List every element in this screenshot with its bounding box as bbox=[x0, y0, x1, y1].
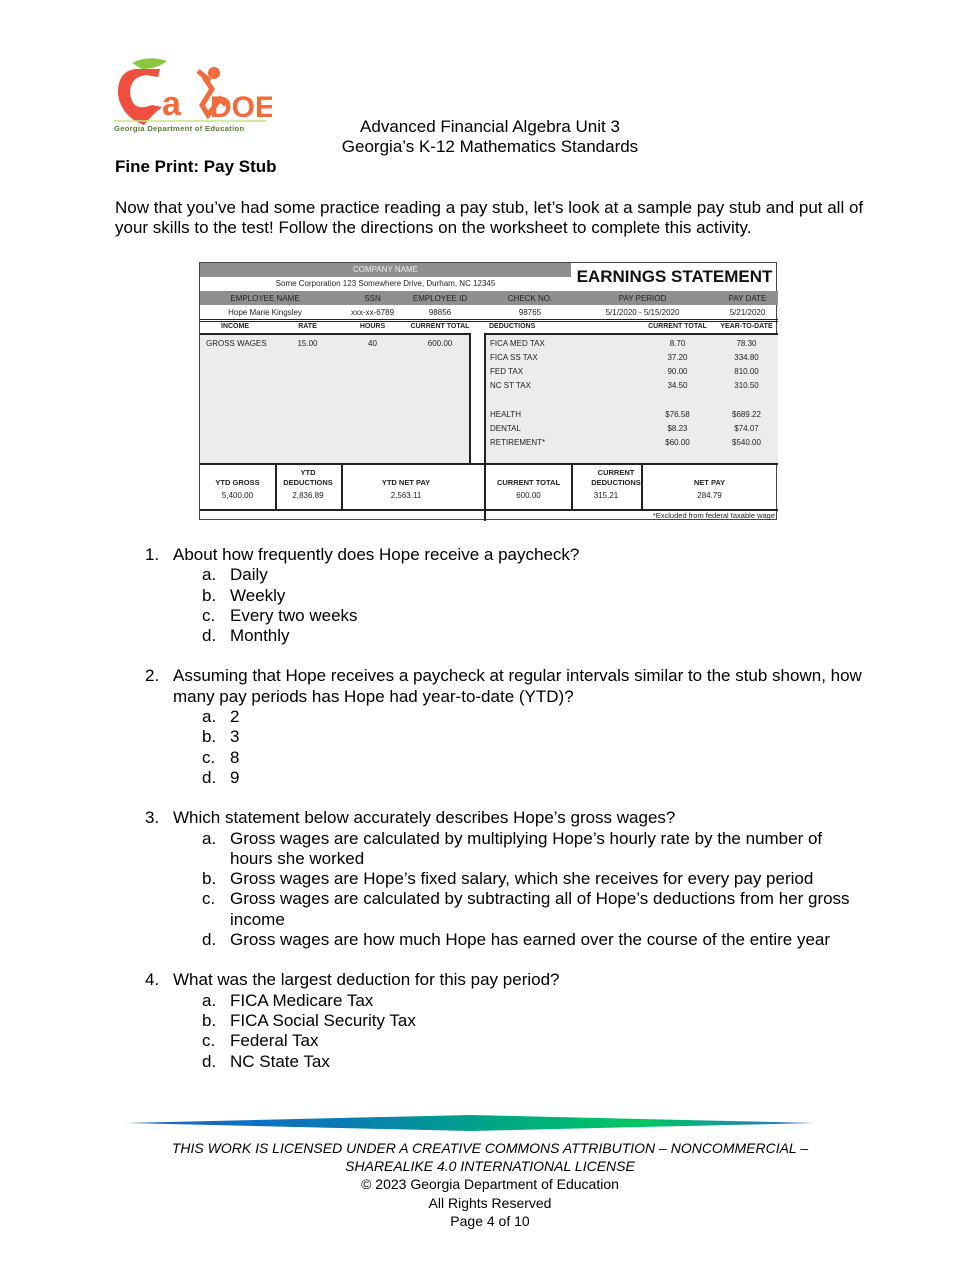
deduction-ytd: $540.00 bbox=[732, 438, 761, 447]
question-text: About how frequently does Hope receive a paycheck? bbox=[173, 545, 580, 564]
intro-paragraph: Now that you’ve had some practice reading a pay stub, let’s look at a sample pay stub and put all of your skills to the test! Follow the directions on the worksheet to complete this activity. bbox=[115, 198, 864, 237]
option-text: 3 bbox=[230, 727, 240, 747]
header-income: INCOME bbox=[221, 323, 249, 330]
option-text: FICA Social Security Tax bbox=[230, 1010, 416, 1030]
pay-stub bbox=[199, 262, 777, 520]
earnings-statement-heading: EARNINGS STATEMENT bbox=[576, 267, 773, 286]
question-text: Assuming that Hope receives a paycheck at regular intervals similar to the stub shown, how many pay periods has Hope had year-to-date (YTD)? bbox=[173, 666, 862, 706]
question bbox=[145, 970, 865, 1071]
question-text: What was the largest deduction for this pay period? bbox=[173, 970, 560, 990]
total-value: 2,563.11 bbox=[390, 491, 422, 500]
option-text: 2 bbox=[230, 707, 240, 727]
option-letter: b. bbox=[202, 727, 217, 747]
page-title: Fine Print: Pay Stub bbox=[115, 157, 277, 176]
employee-id: 98856 bbox=[428, 308, 452, 317]
questions-list bbox=[145, 545, 865, 1092]
deduction-ytd: 310.50 bbox=[734, 381, 759, 390]
option-text: Gross wages are calculated by multiplying Hope’s hourly rate by the number of hours she worked bbox=[230, 828, 823, 868]
deduction-current: $76.58 bbox=[665, 410, 690, 419]
header-ytd: YEAR-TO-DATE bbox=[720, 323, 773, 330]
answer-option[interactable] bbox=[173, 869, 865, 889]
svg-text:Georgia Department of Educatio: Georgia Department of Education bbox=[114, 124, 245, 133]
rights: All Rights Reserved bbox=[428, 1194, 552, 1211]
option-text: FICA Medicare Tax bbox=[230, 990, 374, 1010]
option-letter: a. bbox=[202, 828, 217, 848]
employee-name: Hope Marie Kingsley bbox=[228, 308, 302, 317]
header-hours: HOURS bbox=[359, 323, 386, 330]
option-text: Federal Tax bbox=[230, 1031, 319, 1051]
option-text: Gross wages are Hope’s fixed salary, which she receives for every pay period bbox=[230, 869, 814, 889]
answer-option[interactable] bbox=[173, 606, 865, 626]
label-ssn: SSN bbox=[364, 294, 381, 303]
label-employee-id: EMPLOYEE ID bbox=[412, 294, 468, 303]
deduction-ytd: 78.30 bbox=[736, 339, 757, 348]
document-header bbox=[300, 117, 680, 157]
deduction-ytd: 334.80 bbox=[734, 353, 759, 362]
answer-option[interactable] bbox=[173, 727, 865, 747]
ssn: xxx-xx-6789 bbox=[350, 308, 395, 317]
deduction-name: FICA SS TAX bbox=[490, 353, 538, 362]
gadoe-logo bbox=[112, 55, 272, 135]
deduction-current: $60.00 bbox=[665, 438, 690, 447]
option-text: Weekly bbox=[230, 585, 286, 605]
question-number: 2. bbox=[145, 666, 160, 686]
answer-option[interactable] bbox=[173, 1052, 865, 1072]
option-letter: d. bbox=[202, 930, 217, 950]
question bbox=[145, 808, 865, 950]
total-label: YTD DEDUCTIONS bbox=[283, 468, 333, 487]
option-text: 9 bbox=[230, 767, 240, 787]
income-hours: 40 bbox=[368, 339, 377, 348]
footer bbox=[140, 1139, 840, 1230]
answer-option[interactable] bbox=[173, 768, 865, 788]
option-letter: b. bbox=[202, 1010, 217, 1030]
question-number: 1. bbox=[145, 545, 160, 564]
total-value: 284.79 bbox=[697, 491, 722, 500]
label-pay-period: PAY PERIOD bbox=[618, 294, 667, 303]
header-rate: RATE bbox=[298, 323, 317, 330]
option-text: Monthly bbox=[230, 626, 290, 646]
deduction-current: 34.50 bbox=[667, 381, 688, 390]
option-letter: d. bbox=[202, 1051, 217, 1071]
copyright: © 2023 Georgia Department of Education bbox=[361, 1176, 619, 1193]
income-type: GROSS WAGES bbox=[206, 339, 267, 348]
answer-option[interactable] bbox=[173, 565, 865, 585]
answer-option[interactable] bbox=[173, 1011, 865, 1031]
answer-option[interactable] bbox=[173, 930, 865, 950]
option-text: Gross wages are how much Hope has earned over the course of the entire year bbox=[230, 930, 831, 950]
answer-option[interactable] bbox=[173, 1031, 865, 1051]
pay-date: 5/21/2020 bbox=[729, 308, 766, 317]
question bbox=[145, 545, 865, 646]
company-label: COMPANY NAME bbox=[352, 265, 419, 274]
option-letter: a. bbox=[202, 707, 217, 727]
total-value: 600.00 bbox=[516, 491, 541, 500]
option-letter: c. bbox=[202, 1031, 216, 1051]
income-total: 600.00 bbox=[427, 339, 453, 348]
total-value: 5,400.00 bbox=[221, 491, 254, 500]
header-deductions: DEDUCTIONS bbox=[489, 323, 536, 330]
question-number: 3. bbox=[145, 808, 160, 828]
header-current-total: CURRENT TOTAL bbox=[410, 323, 470, 330]
answer-option[interactable] bbox=[173, 586, 865, 606]
option-letter: c. bbox=[202, 889, 216, 909]
page-number: Page 4 of 10 bbox=[450, 1212, 530, 1229]
deduction-name: FICA MED TAX bbox=[490, 339, 545, 348]
label-pay-date: PAY DATE bbox=[728, 294, 767, 303]
total-label: CURRENT TOTAL bbox=[496, 478, 561, 487]
header-standards: Georgia’s K-12 Mathematics Standards bbox=[341, 137, 639, 156]
total-label: NET PAY bbox=[693, 478, 726, 487]
license-line-1: THIS WORK IS LICENSED UNDER A CREATIVE COMMONS ATTRIBUTION – NONCOMMERCIAL – bbox=[171, 1140, 809, 1156]
check-no: 98765 bbox=[518, 308, 542, 317]
question bbox=[145, 666, 865, 788]
company-address: Some Corporation 123 Somewhere Drive, Durham, NC 12345 bbox=[275, 279, 496, 288]
header-unit: Advanced Financial Algebra Unit 3 bbox=[360, 117, 620, 136]
question-text: Which statement below accurately describes Hope’s gross wages? bbox=[173, 808, 676, 828]
answer-option[interactable] bbox=[173, 829, 865, 870]
deduction-name: NC ST TAX bbox=[490, 381, 531, 390]
total-label: YTD GROSS bbox=[215, 478, 260, 487]
label-check-no: CHECK NO. bbox=[507, 294, 553, 303]
option-letter: b. bbox=[202, 869, 217, 889]
deduction-current: 37.20 bbox=[667, 353, 688, 362]
option-text: 8 bbox=[230, 747, 240, 767]
answer-option[interactable] bbox=[173, 748, 865, 768]
answer-option[interactable] bbox=[173, 707, 865, 727]
option-text: Gross wages are calculated by subtracting all of Hope’s deductions from her gross income bbox=[230, 889, 850, 929]
option-letter: a. bbox=[202, 990, 217, 1010]
income-rate: 15.00 bbox=[297, 339, 318, 348]
option-text: NC State Tax bbox=[230, 1051, 330, 1071]
deduction-name: HEALTH bbox=[490, 410, 521, 419]
svg-text:DOE: DOE bbox=[210, 91, 272, 124]
svg-text:a: a bbox=[162, 85, 181, 123]
deduction-ytd: 810.00 bbox=[734, 367, 759, 376]
option-letter: d. bbox=[202, 626, 217, 646]
option-letter: c. bbox=[202, 747, 216, 767]
total-label: YTD NET PAY bbox=[381, 478, 431, 487]
option-text: Daily bbox=[230, 565, 268, 585]
total-value: 315.21 bbox=[593, 491, 619, 500]
option-letter: a. bbox=[202, 565, 217, 585]
deduction-ytd: $74.07 bbox=[734, 424, 759, 433]
option-text: Every two weeks bbox=[230, 605, 358, 625]
deduction-ytd: $689.22 bbox=[732, 410, 761, 419]
option-letter: c. bbox=[202, 605, 216, 625]
deduction-current: 8.70 bbox=[669, 339, 686, 348]
answer-option[interactable] bbox=[173, 991, 865, 1011]
deduction-name: FED TAX bbox=[490, 367, 524, 376]
deduction-current: 90.00 bbox=[667, 367, 688, 376]
header-deduction-current: CURRENT TOTAL bbox=[648, 323, 707, 330]
option-letter: d. bbox=[202, 767, 217, 787]
pay-period: 5/1/2020 - 5/15/2020 bbox=[605, 308, 680, 317]
total-label: CURRENT DEDUCTIONS bbox=[591, 468, 641, 487]
answer-option[interactable] bbox=[173, 626, 865, 646]
question-number: 4. bbox=[145, 970, 160, 990]
footnote: *Excluded from federal taxable wage bbox=[652, 511, 775, 520]
label-employee-name: EMPLOYEE NAME bbox=[230, 294, 300, 303]
deduction-name: DENTAL bbox=[490, 424, 521, 433]
total-value: 2,836.89 bbox=[292, 491, 324, 500]
deduction-name: RETIREMENT* bbox=[490, 438, 546, 447]
option-letter: b. bbox=[202, 585, 217, 605]
license-line-2: SHAREALIKE 4.0 INTERNATIONAL LICENSE bbox=[345, 1158, 635, 1175]
answer-option[interactable] bbox=[173, 889, 865, 930]
footer-divider bbox=[125, 1114, 815, 1132]
deduction-current: $8.23 bbox=[667, 424, 688, 433]
